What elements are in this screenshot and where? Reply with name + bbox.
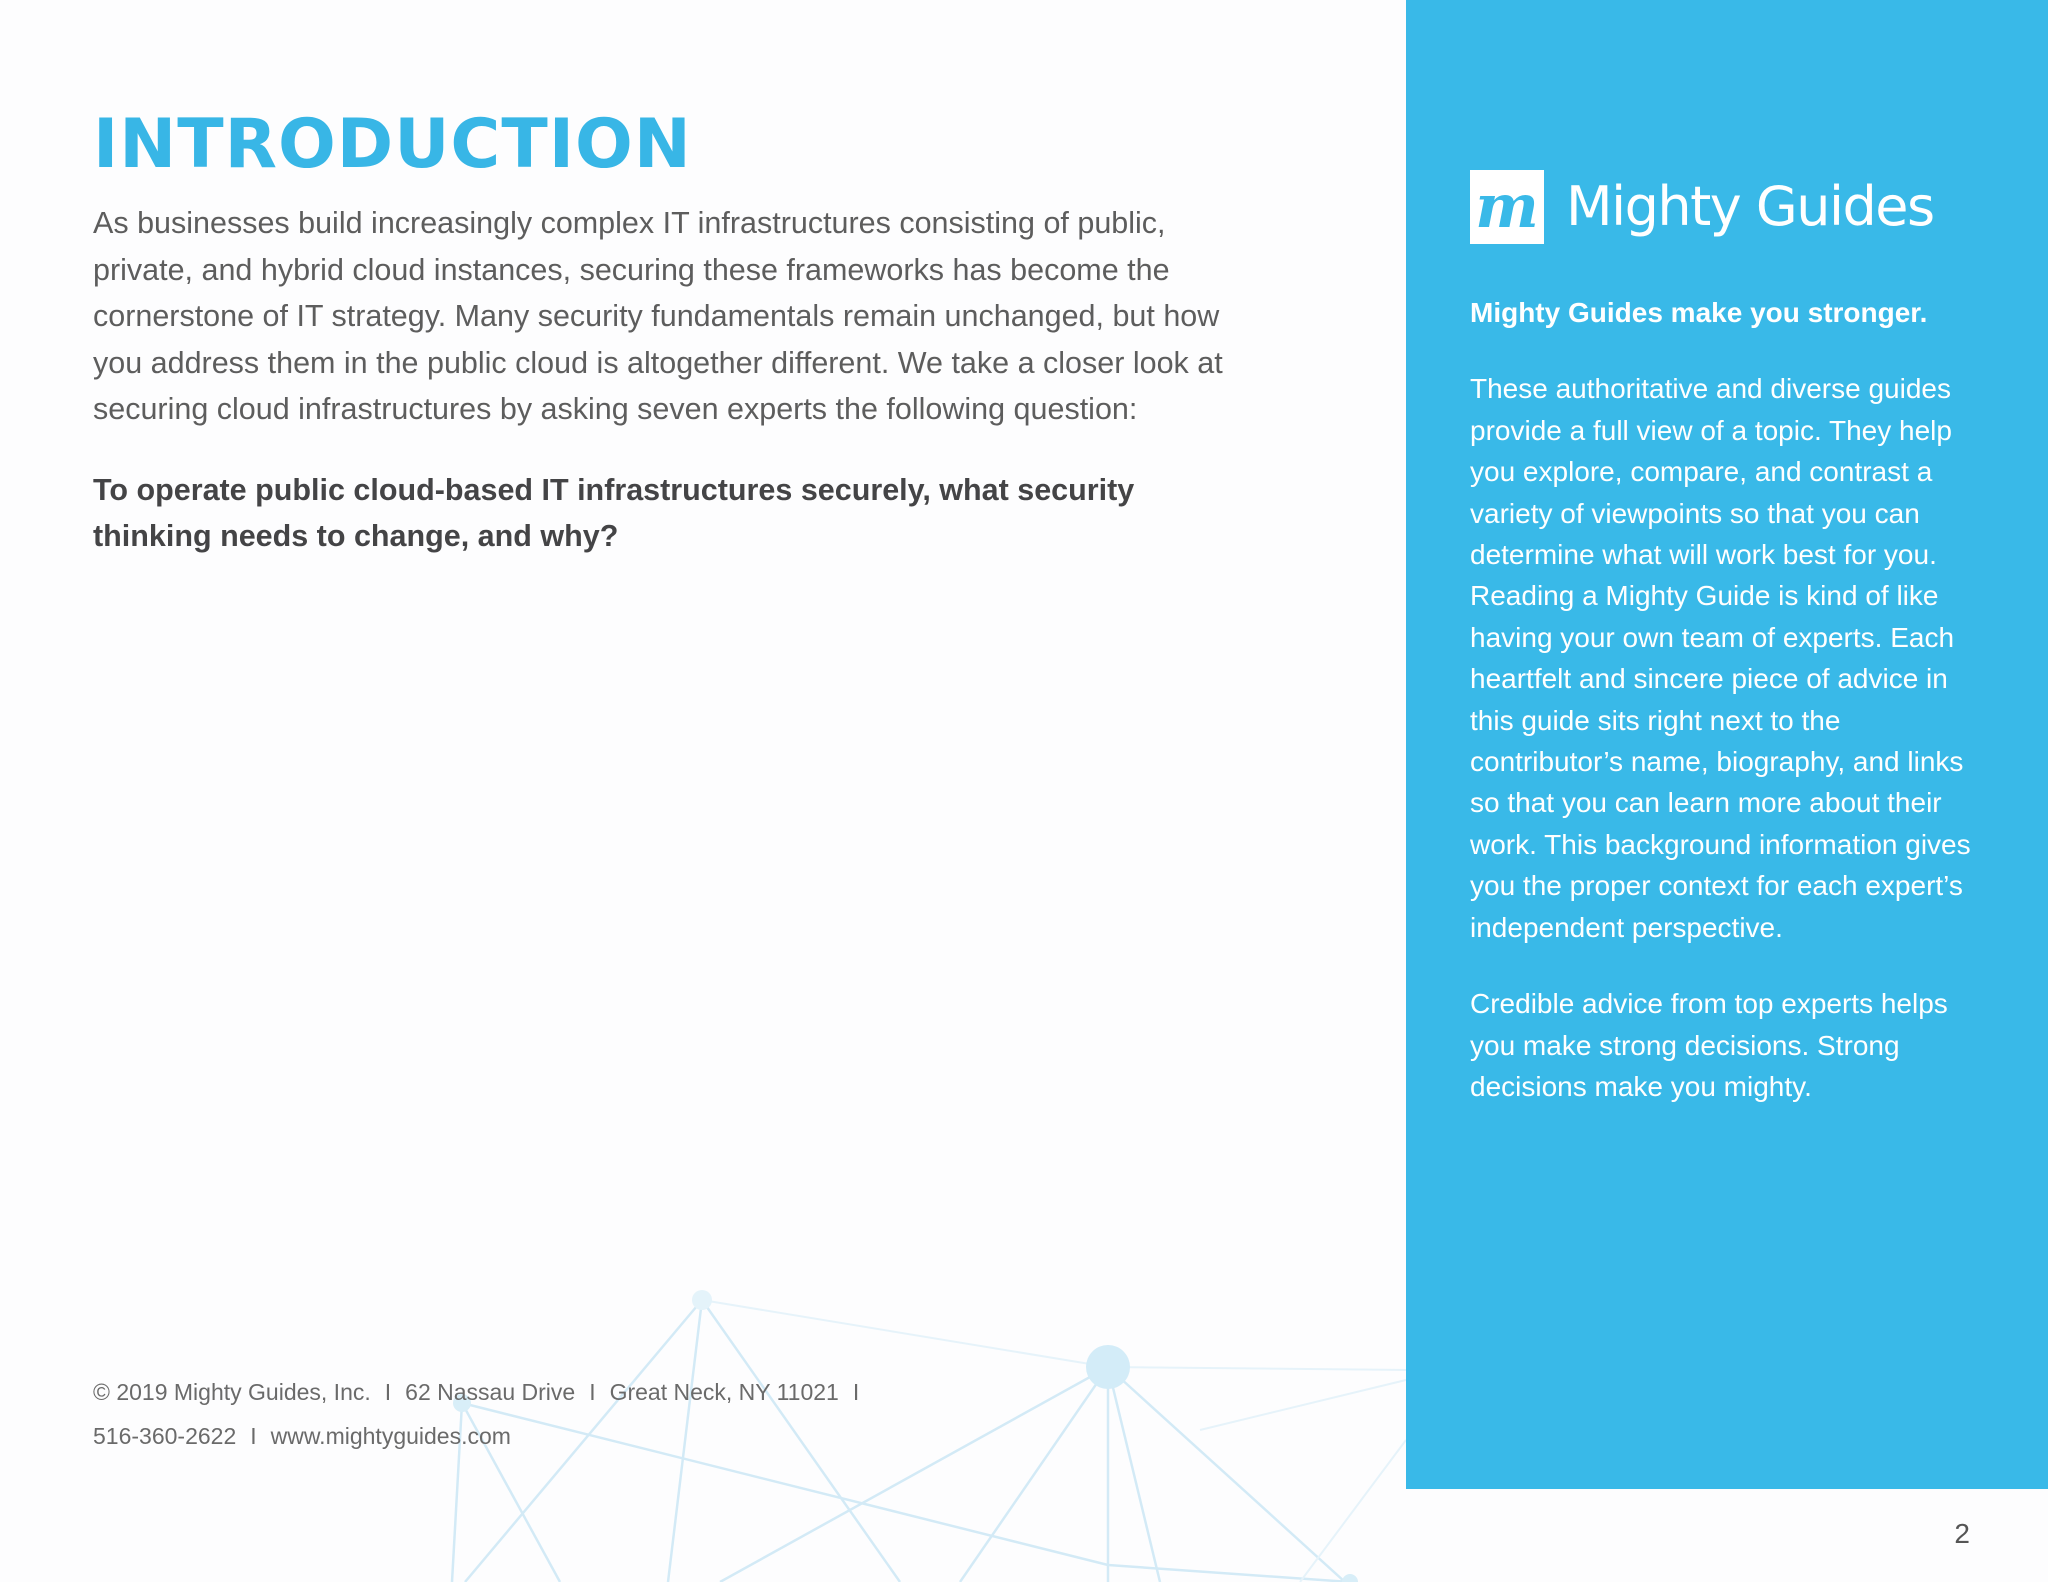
intro-paragraph: As businesses build increasingly complex IT infrastructures consisting of public, private, and hybrid cloud instances, securing these frameworks has become the cornerstone of IT strategy. Many security fundamentals remain unchanged, but how you address them in the public cloud is altogether different. We take a closer look at securing cloud infrastructures by asking seven experts the following question: [93,206,1223,426]
main-content [93,100,1233,560]
footer-separator: I [384,1379,392,1405]
sidebar-panel [1406,0,2048,1489]
page-title: INTRODUCTION [93,105,692,184]
footer-copyright: © 2019 Mighty Guides, Inc. [93,1379,371,1405]
footer-line-2 [93,1414,873,1458]
footer-address: 62 Nassau Drive [405,1379,576,1405]
footer-separator: I [589,1379,596,1405]
footer-separator: I [852,1379,860,1405]
mighty-guides-m-icon [1470,170,1544,244]
footer [93,1370,873,1458]
footer-website-link[interactable]: www.mightyguides.com [270,1423,511,1449]
sidebar-tagline: Mighty Guides make you stronger. [1470,297,1928,328]
footer-line-1 [93,1370,873,1414]
footer-separator: I [250,1423,257,1449]
page-number: 2 [1954,1518,1970,1549]
sidebar-paragraph-1: These authoritative and diverse guides provide a full view of a topic. They help you explore, compare, and contrast a variety of viewpoints so that you can determine what will work best for you. Reading a Mighty Guide is kind of like having your own team of experts. Each heartfelt and sincere piece of advice in this guide sits right next to the contributor’s name, biography, and links so that you can learn more about their work. This background information gives you the proper context for each expert’s independent perspective. [1470,373,1971,943]
sidebar-text [1470,292,1990,1142]
footer-phone: 516-360-2622 [93,1423,237,1449]
sidebar-paragraph-2: Credible advice from top experts helps you make strong decisions. Strong decisions make you mighty. [1470,988,1948,1102]
mighty-guides-logo [1470,170,1934,244]
expert-question: To operate public cloud-based IT infrastructures securely, what security thinking needs to change, and why? [93,472,1135,553]
svg-text:m: m [1475,172,1539,242]
footer-city: Great Neck, NY 11021 [609,1379,839,1405]
logo-wordmark: Mighty Guides [1566,175,1934,238]
